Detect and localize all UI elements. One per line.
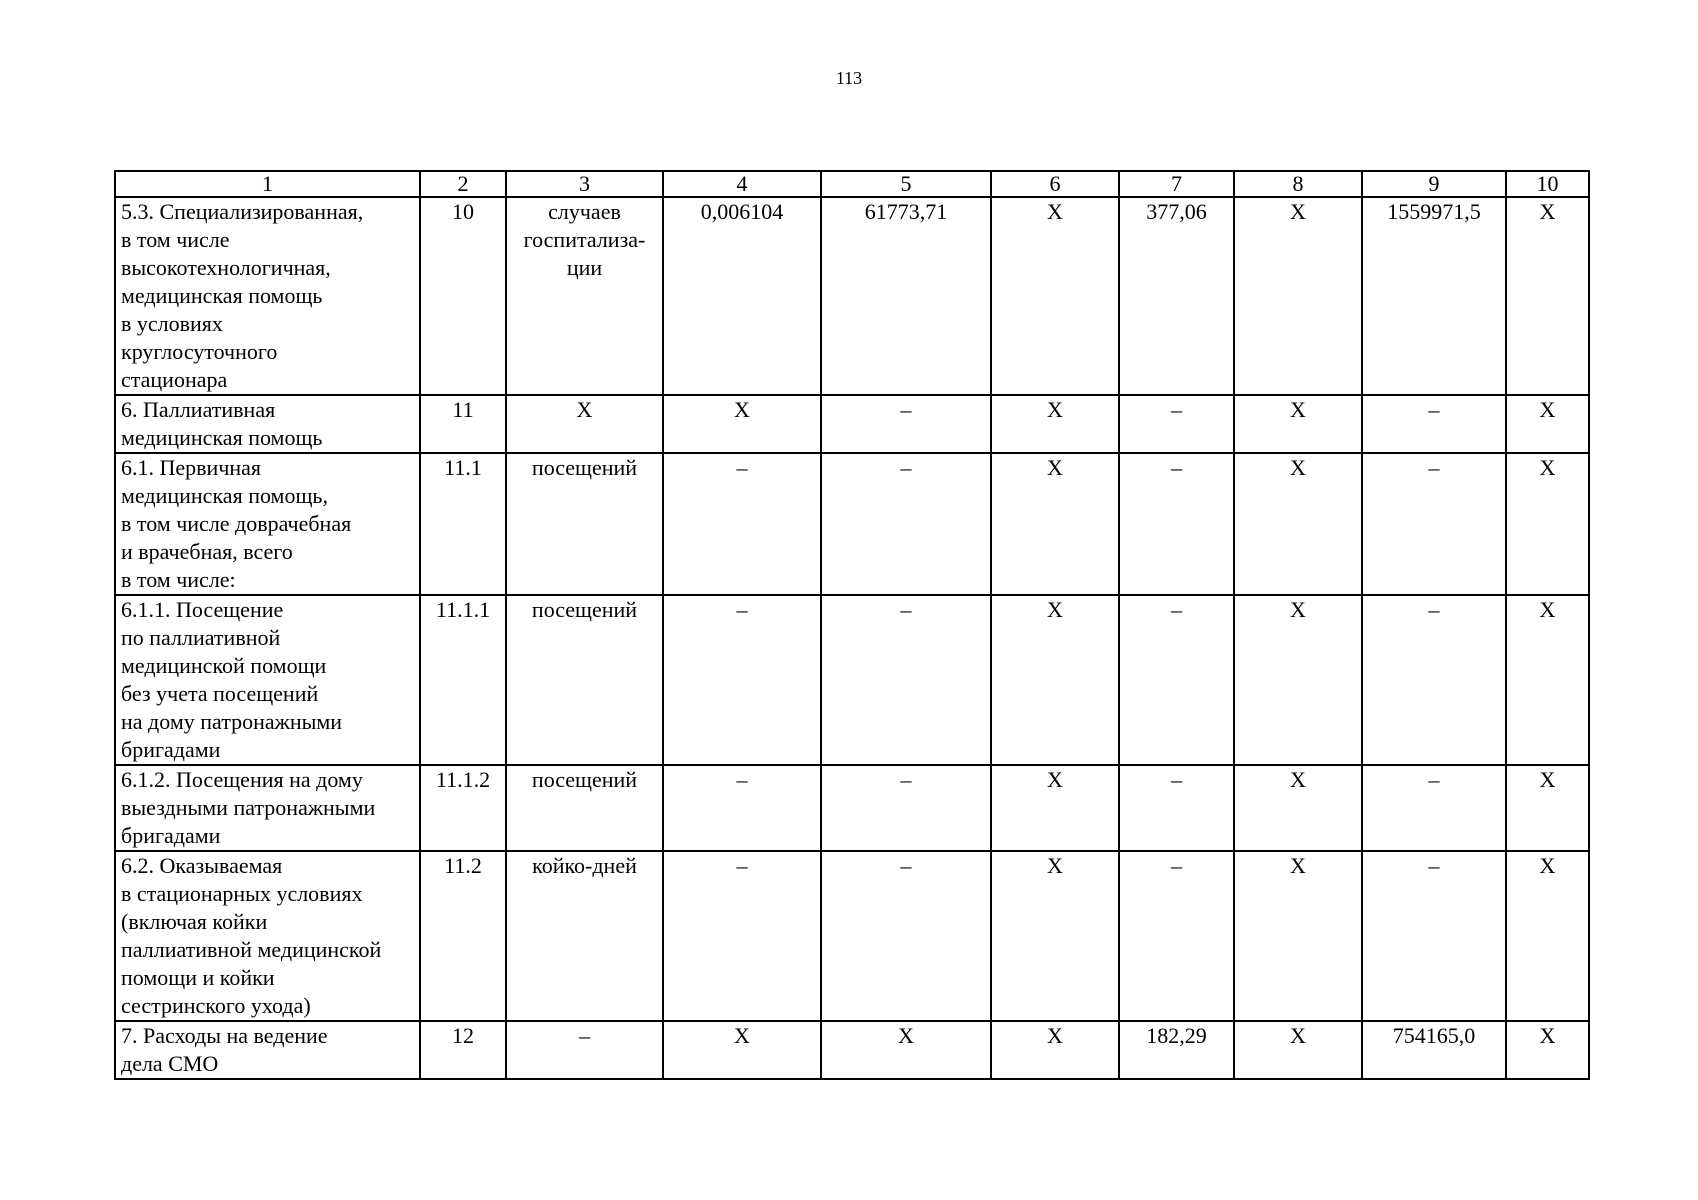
- header-cell: 4: [663, 171, 821, 197]
- table-cell: 377,06: [1119, 197, 1234, 395]
- table-row: [115, 595, 1589, 765]
- table-cell: –: [1119, 453, 1234, 595]
- table-cell: Х: [991, 765, 1119, 851]
- table-cell: –: [821, 765, 991, 851]
- header-cell: 6: [991, 171, 1119, 197]
- table-cell: –: [1119, 595, 1234, 765]
- table-row: [115, 453, 1589, 595]
- table-header-row: [115, 171, 1589, 197]
- header-cell: 10: [1506, 171, 1589, 197]
- page-number: 113: [835, 68, 863, 88]
- header-cell: 7: [1119, 171, 1234, 197]
- header-cell: 5: [821, 171, 991, 197]
- table-cell: Х: [1234, 197, 1362, 395]
- table-cell: Х: [1506, 453, 1589, 595]
- table-cell: Х: [663, 1021, 821, 1079]
- table-cell: Х: [1506, 851, 1589, 1021]
- table-row: [115, 197, 1589, 395]
- table-cell: 754165,0: [1362, 1021, 1506, 1079]
- table-cell: –: [821, 453, 991, 595]
- table-cell: –: [821, 395, 991, 453]
- table-cell: Х: [991, 453, 1119, 595]
- table-cell: –: [1362, 765, 1506, 851]
- table-row: [115, 395, 1589, 453]
- table-cell: Х: [1234, 851, 1362, 1021]
- header-cell: 3: [506, 171, 663, 197]
- table-cell: Х: [1506, 395, 1589, 453]
- header-cell: 8: [1234, 171, 1362, 197]
- row-unit-cell: Х: [506, 395, 663, 453]
- table-cell: 0,006104: [663, 197, 821, 395]
- table-cell: Х: [1234, 395, 1362, 453]
- table-cell: Х: [991, 595, 1119, 765]
- table-cell: Х: [663, 395, 821, 453]
- table-cell: Х: [991, 395, 1119, 453]
- table-cell: –: [663, 595, 821, 765]
- row-unit-cell: посещений: [506, 595, 663, 765]
- table-cell: 182,29: [1119, 1021, 1234, 1079]
- table-cell: Х: [1234, 765, 1362, 851]
- table-cell: Х: [1506, 765, 1589, 851]
- row-name-cell: 5.3. Специализированная, в том числе высокотехнологичная, медицинская помощь в условиях круглосуточного стационара: [115, 197, 420, 395]
- row-code-cell: 11.1.2: [420, 765, 506, 851]
- row-unit-cell: –: [506, 1021, 663, 1079]
- row-name-cell: 6.1. Первичная медицинская помощь, в том числе доврачебная и врачебная, всего в том числе:: [115, 453, 420, 595]
- header-cell: 2: [420, 171, 506, 197]
- table-cell: –: [1362, 453, 1506, 595]
- header-cell: 9: [1362, 171, 1506, 197]
- table-row: [115, 1021, 1589, 1079]
- row-code-cell: 10: [420, 197, 506, 395]
- table-cell: –: [1119, 765, 1234, 851]
- table-cell: –: [663, 851, 821, 1021]
- row-code-cell: 11: [420, 395, 506, 453]
- table-cell: Х: [1234, 453, 1362, 595]
- row-name-cell: 6. Паллиативная медицинская помощь: [115, 395, 420, 453]
- table-cell: 1559971,5: [1362, 197, 1506, 395]
- table-cell: Х: [821, 1021, 991, 1079]
- row-unit-cell: случаев госпитализа- ции: [506, 197, 663, 395]
- table-cell: –: [821, 851, 991, 1021]
- row-code-cell: 12: [420, 1021, 506, 1079]
- row-unit-cell: койко-дней: [506, 851, 663, 1021]
- data-table: [114, 170, 1590, 1080]
- table-cell: –: [663, 765, 821, 851]
- row-unit-cell: посещений: [506, 453, 663, 595]
- table-row: [115, 765, 1589, 851]
- table-row: [115, 851, 1589, 1021]
- table-cell: –: [1362, 595, 1506, 765]
- table-cell: Х: [1506, 1021, 1589, 1079]
- table-cell: 61773,71: [821, 197, 991, 395]
- row-name-cell: 6.2. Оказываемая в стационарных условиях (включая койки паллиативной медицинской помощи и койки сестринского ухода): [115, 851, 420, 1021]
- row-name-cell: 6.1.2. Посещения на дому выездными патронажными бригадами: [115, 765, 420, 851]
- row-name-cell: 7. Расходы на ведение дела СМО: [115, 1021, 420, 1079]
- table-cell: –: [1119, 851, 1234, 1021]
- table-cell: –: [821, 595, 991, 765]
- row-code-cell: 11.2: [420, 851, 506, 1021]
- table-cell: –: [663, 453, 821, 595]
- table-cell: –: [1362, 395, 1506, 453]
- table-cell: Х: [991, 1021, 1119, 1079]
- table-cell: Х: [991, 851, 1119, 1021]
- row-code-cell: 11.1.1: [420, 595, 506, 765]
- table-cell: Х: [991, 197, 1119, 395]
- table-cell: –: [1119, 395, 1234, 453]
- table-cell: Х: [1234, 1021, 1362, 1079]
- row-name-cell: 6.1.1. Посещение по паллиативной медицинской помощи без учета посещений на дому патронажными бригадами: [115, 595, 420, 765]
- table-cell: –: [1362, 851, 1506, 1021]
- header-cell: 1: [115, 171, 420, 197]
- row-code-cell: 11.1: [420, 453, 506, 595]
- row-unit-cell: посещений: [506, 765, 663, 851]
- table-cell: Х: [1506, 595, 1589, 765]
- table-cell: Х: [1234, 595, 1362, 765]
- table-cell: Х: [1506, 197, 1589, 395]
